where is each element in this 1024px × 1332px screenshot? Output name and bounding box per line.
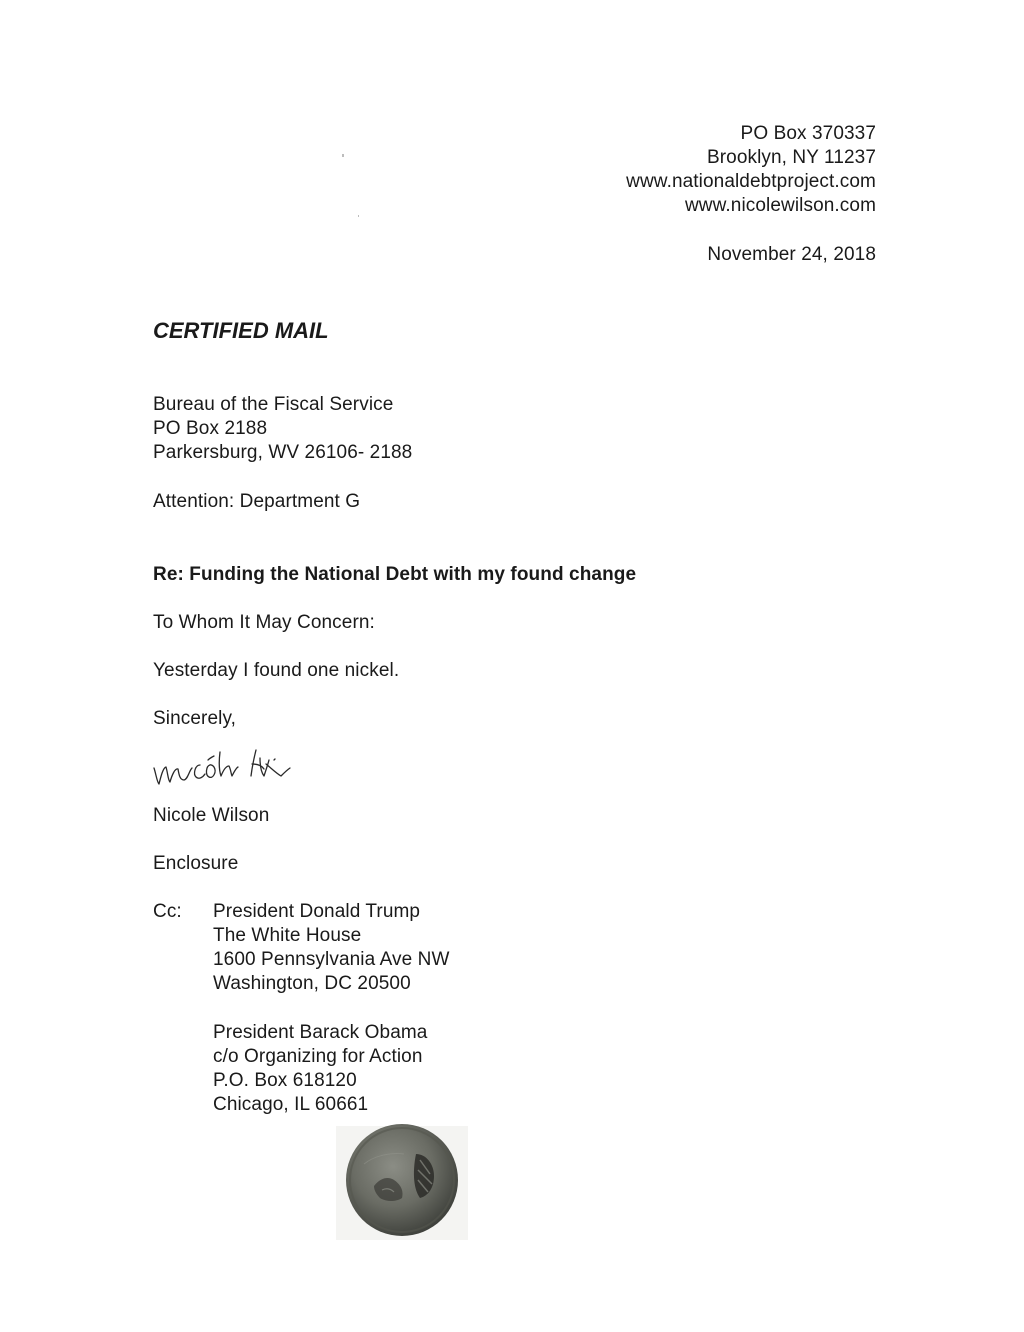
return-address: [626, 122, 876, 218]
cc-recipient-address-line: c/o Organizing for Action: [213, 1046, 423, 1067]
enclosure-note: Enclosure: [153, 853, 239, 874]
return-address-po-box: PO Box 370337: [740, 123, 876, 144]
letter-date: November 24, 2018: [707, 244, 876, 265]
cc-recipient-name: President Donald Trump: [213, 901, 421, 922]
cc-recipient: [213, 1021, 427, 1117]
cc-recipient-address-line: The White House: [213, 925, 362, 946]
signature-image: [148, 724, 348, 794]
recipient-city: Parkersburg, WV 26106- 2188: [153, 442, 413, 463]
cc-recipient-city: Chicago, IL 60661: [213, 1094, 369, 1115]
cc-recipient-address-line: 1600 Pennsylvania Ave NW: [213, 949, 450, 970]
subject-line: Re: Funding the National Debt with my found change: [153, 564, 637, 585]
scan-speck: [342, 154, 344, 157]
return-address-website-1: www.nationaldebtproject.com: [626, 171, 876, 192]
signer-name: Nicole Wilson: [153, 805, 270, 826]
cc-recipient: [213, 900, 450, 996]
coin-face: [346, 1124, 458, 1236]
recipient-address: [153, 393, 412, 465]
closing: Sincerely,: [153, 708, 237, 729]
cc-label: Cc:: [153, 901, 182, 922]
attention-line: Attention: Department G: [153, 491, 361, 512]
letter-body: Yesterday I found one nickel.: [153, 660, 400, 681]
cc-recipient-city: Washington, DC 20500: [213, 973, 411, 994]
return-address-website-2: www.nicolewilson.com: [684, 195, 876, 216]
cc-recipient-address-line: P.O. Box 618120: [213, 1070, 357, 1091]
recipient-name: Bureau of the Fiscal Service: [153, 394, 394, 415]
nickel-coin-image: [334, 1124, 470, 1242]
recipient-po-box: PO Box 2188: [153, 418, 268, 439]
delivery-method: CERTIFIED MAIL: [153, 318, 329, 343]
scan-speck: [358, 215, 359, 217]
cc-recipient-name: President Barack Obama: [213, 1022, 428, 1043]
return-address-city: Brooklyn, NY 11237: [706, 147, 876, 168]
salutation: To Whom It May Concern:: [153, 612, 375, 633]
